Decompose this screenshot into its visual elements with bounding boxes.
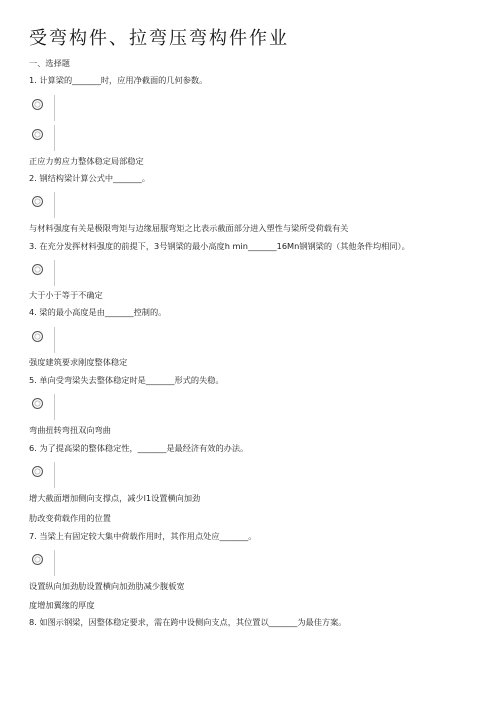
question-4: 4. 梁的最小高度是由_______控制的。 [29, 307, 167, 317]
options-4: 强度建筑要求刚度整体稳定 [29, 357, 128, 367]
radio-button-icon[interactable] [32, 331, 43, 342]
question-3: 3. 在充分发挥材料强度的前提下，3号钢梁的最小高度h min_______16Mn钢钢梁的（其他条件均相同）。 [29, 241, 410, 251]
radio-button-icon[interactable] [32, 196, 43, 207]
question-1: 1. 计算梁的_______时，应用净截面的几何参数。 [29, 75, 208, 85]
options-2: 与材料强度有关是极限弯矩与边缘屈服弯矩之比表示截面部分进入塑性与梁所受荷载有关 [29, 223, 349, 233]
divider [54, 95, 55, 121]
radio-button-icon[interactable] [32, 99, 43, 110]
radio-button-icon[interactable] [32, 554, 43, 565]
options-3: 大于小于等于不确定 [29, 290, 103, 300]
divider [54, 125, 55, 151]
divider [54, 550, 55, 576]
options-7-line-2: 度增加翼缘的厚度 [29, 600, 95, 610]
question-8: 8. 如图示钢梁，因整体稳定要求，需在跨中设侧向支点，其位置以_______为最佳方案。 [29, 617, 347, 627]
divider [54, 327, 55, 353]
section-heading: 一、选择题 [29, 58, 70, 68]
divider [54, 192, 55, 218]
radio-button-icon[interactable] [32, 466, 43, 477]
page-title: 受弯构件、拉弯压弯构件作业 [29, 28, 289, 49]
options-6-line-2: 肋改变荷载作用的位置 [29, 513, 111, 523]
question-2: 2. 钢结构梁计算公式中_______。 [29, 173, 150, 183]
question-6: 6. 为了提高梁的整体稳定性，_______是最经济有效的办法。 [29, 443, 249, 453]
options-6-line-1: 增大截面增加侧向支撑点，减少l1设置横向加劲 [29, 493, 201, 503]
options-7-line-1: 设置纵向加劲肋设置横向加劲肋减少腹板宽 [29, 581, 185, 591]
question-7: 7. 当梁上有固定较大集中荷载作用时，其作用点处应_______。 [29, 531, 257, 541]
radio-button-icon[interactable] [32, 398, 43, 409]
radio-button-icon[interactable] [32, 264, 43, 275]
options-1: 正应力剪应力整体稳定局部稳定 [29, 156, 144, 166]
radio-button-icon[interactable] [32, 129, 43, 140]
divider [54, 260, 55, 286]
options-5: 弯曲扭转弯扭双向弯曲 [29, 425, 111, 435]
divider [54, 462, 55, 488]
question-5: 5. 单向受弯梁失去整体稳定时是_______形式的失稳。 [29, 375, 224, 385]
divider [54, 394, 55, 420]
